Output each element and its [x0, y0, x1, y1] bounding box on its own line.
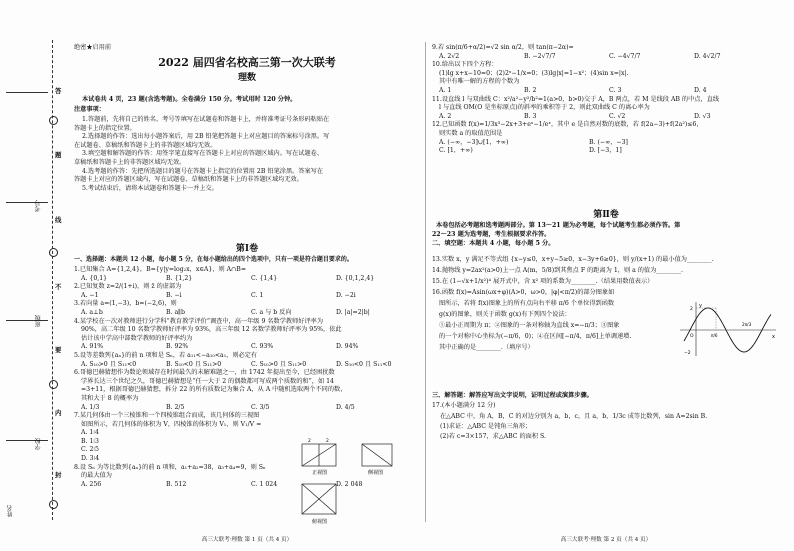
- q17-line: 在△ABC 中，角 A，B，C 的对边分别为 a，b，c，且 a，b，1/3c 成等比数列，sin A=2sin B.: [440, 413, 708, 420]
- fill-question-line: 14.抛物线 y=2ax²(a>0)上一点 A(m，5/8)到其焦点 F 的距离为 1，则 a 的值为________.: [432, 267, 684, 274]
- option-item: C. 1 024: [251, 480, 278, 488]
- note-line: 4.选考题的作答：先把所选题目的题号在答题卡上指定的位置用 2B 铅笔涂黑。答案写在: [82, 167, 324, 175]
- fill-question-line: 16.函数 f(x)=Asin(ωx+φ)(A>0，ω>0，|φ|<π/2)的部分图象如: [432, 289, 615, 296]
- option-item: B. a∥b: [166, 308, 185, 316]
- question-line: 其中有唯一解的方程的个数为: [439, 78, 520, 86]
- option-row: [74, 309, 424, 318]
- fill-question-line: 图所示，若将 f(x)图象上的所有点向右平移 π/6 个单位得到函数: [439, 300, 615, 307]
- notes-list: [74, 116, 329, 193]
- question-line: 如图所示，若几何体的体积为 V，四棱锥的体积为 V₁，则 V₁/V =: [81, 420, 262, 428]
- note-line: 在试题卷、草稿纸和答题卡上的非答题区域均无效。: [74, 141, 217, 149]
- question-line: 学界长达三个世纪之久，哥德巴赫猜想是“任一大于 2 的偶数都可写成两个质数的和”，如 14: [81, 377, 334, 385]
- exam-subject: 理数: [237, 73, 256, 83]
- question-stem: 12.已知函数 f(x)=1/3x³−2x+3+eˣ−1/eˣ，其中 e 是自然对数的底数，若 f(2a−3)+f(2a²)≤6，: [432, 121, 703, 129]
- note-line: 3.填空题和解答题的作答：用签字笔直接写在答题卡上对应的答题区域内。写在试题卷、: [82, 150, 324, 158]
- part2-heading: 第Ⅱ卷: [593, 210, 619, 220]
- option-row: [432, 53, 784, 62]
- question-line: 90%，高二年级 10 名数学教师好评率为 93%，高三年级 12 名数学教师好评率为 95%，依此: [81, 326, 342, 334]
- option-item: B. 3: [524, 112, 537, 120]
- fill-section: 二、填空题：本题共 4 小题，每小题 5 分。: [432, 240, 555, 247]
- front-view-label: 正视图: [312, 470, 328, 476]
- exam-no-label: 考号: [35, 200, 42, 212]
- footer-left: 高三大联考·理数 第 1 页（共 4 页）: [201, 537, 293, 543]
- option-row: [74, 361, 424, 370]
- option-item: B. S₁₀<0 且 S₁₁>0: [166, 360, 222, 368]
- option-row: [74, 275, 424, 284]
- option-item: C. [1，+∞): [439, 147, 473, 155]
- option-item: A. 1/3: [81, 403, 100, 411]
- option-item: D. S₁₀<0 且 S₁₁<0: [336, 360, 392, 368]
- option-item: D. 4/5: [336, 403, 355, 411]
- q17-body: [440, 412, 707, 442]
- question-stem: 1.已知集合 A={1,2,4}，B={y|y=log₂x，x∈A}，则 A∩B=: [74, 266, 247, 273]
- question-line: 其和大于 8 的概率为: [81, 394, 139, 402]
- option-item: C. √2: [609, 112, 626, 120]
- side-view-drawing: [362, 444, 392, 466]
- fill-question-line: g(x)的图象，则关于函数 g(x)有下列四个说法：: [439, 311, 571, 318]
- option-item: A. {0,1}: [81, 274, 108, 282]
- footer-right: 高三大联考·理数 第 2 页（共 4 页）: [560, 537, 652, 543]
- strip-mark-6: 内: [55, 409, 62, 417]
- q17-title: 17.(本小题满分 12 分): [432, 402, 496, 409]
- option-item: D. {0,1,2,4}: [336, 274, 375, 282]
- option-row: [432, 139, 784, 148]
- binding-strip: [0, 0, 62, 551]
- question-stem: 8.设 Sₙ 为等比数列{aₙ}的前 n 项和，a₁+a₂=38，a₃+a₄=9，则 Sₙ: [74, 463, 266, 471]
- side-view-label: 侧视图: [368, 470, 384, 476]
- question-line: =3+11，根据哥德巴赫猜想，拆分 22 的所有质数记为集合 A，从 A 中随机选取两个不同的数，: [81, 386, 347, 394]
- option-item: D. |a|=2|b|: [336, 308, 370, 316]
- option-row: [74, 404, 424, 413]
- option-item: D. 94%: [336, 343, 359, 351]
- fill-question-line: 13.实数 x，y 满足不等式组 {x−y≤0，x+y−5≥0，x−3y+6≥0}，则 y/(x+1) 的最小值为________.: [432, 256, 714, 263]
- question-line: l 与直线 OM(O 是坐标原点)的斜率的乘积等于 2，则此双曲线 C 的离心率为: [439, 104, 650, 112]
- strip-mark-1: 答: [55, 87, 62, 95]
- question-line: 估计该中学高中部数学教师的好评率约为: [81, 334, 193, 342]
- option-row: [74, 343, 424, 352]
- class-label: 班级: [35, 315, 42, 327]
- option-item: D. √3: [694, 112, 711, 120]
- part1-section: 一、选择题：本题共 12 小题，每小题 5 分，在每小题给出的四个选项中，只有一项是符合题目要求的。: [74, 256, 353, 263]
- option-item: A. 256: [81, 480, 102, 488]
- graph-bottom-label: −2: [684, 351, 691, 356]
- graph-x1-label: π/6: [711, 333, 718, 338]
- graph-x-label: x: [772, 334, 775, 340]
- option-item: D. 4√2/7: [694, 52, 721, 60]
- secret-label: 绝密★启用前: [74, 44, 112, 51]
- question-line: 的最大值为: [81, 472, 112, 480]
- notes-title: 注意事项：: [74, 106, 105, 113]
- strip-mark-4: 不: [55, 283, 62, 291]
- note-line: 答题卡上的指定位置。: [74, 124, 136, 132]
- option-item: B. −2√7/7: [524, 52, 556, 60]
- question-stem: 6.哥德巴赫猜想作为数论领域存在时间最久的未解难题之一，由 1742 年提出至今，已经困扰数: [74, 369, 335, 377]
- option-item: B. {1,2}: [166, 274, 193, 282]
- note-line: 草稿纸和答题卡上的非答题区域均无效。: [74, 158, 186, 166]
- option-item: D. 2 048: [336, 480, 363, 488]
- option-item: A. 1: [439, 86, 452, 94]
- part2-note: 本卷包括必考题和选考题两部分。第 13～21 题为必考题，每个试题考生都必须作答。第: [436, 222, 681, 229]
- graph-top-label: 2: [690, 307, 693, 312]
- option-item: A. 91%: [81, 343, 104, 351]
- question-stem: 7.某几何体由一个三棱锥和一个四棱锥组合而成，该几何体的三视图: [74, 412, 260, 420]
- note-line: 1.答题前，先将自己的姓名、考号等填写在试题卷和答题卡上，并将准考证号条形码粘贴在: [82, 116, 330, 123]
- note-line: 5.考试结束后，请将本试题卷和答题卡一并上交。: [82, 184, 218, 192]
- note-line: 2.选择题的作答：选出每小题答案后，用 2B 铅笔把答题卡上对应题目的答案标号涂黑。写: [82, 133, 330, 141]
- note-line: 答题卡上对应的答题区域内，写在试题卷、草稿纸和答题卡上的非答题区域均无效。: [74, 176, 303, 184]
- option-item: B. 1∶3: [81, 437, 99, 445]
- name-label: 姓名: [7, 505, 14, 517]
- q17-line: (2)若 c=3×157，求△ABC 的面积 S.: [440, 433, 546, 440]
- option-row: [432, 87, 784, 96]
- fill-question-line: 其中正确的是________.（填序号）: [439, 344, 534, 351]
- option-item: C. S₁₀>0 且 S₁₁>0: [251, 360, 307, 368]
- option-item: A. a⊥b: [81, 308, 103, 316]
- part3-section: 三、解答题：解答应写出文字说明，证明过程或演算步骤。: [432, 392, 593, 399]
- three-view-figure: [300, 436, 418, 528]
- option-item: B. −i: [166, 291, 182, 299]
- option-item: C. 3/5: [251, 403, 270, 411]
- option-item: B. 2/5: [166, 403, 185, 411]
- column-divider: [425, 42, 426, 522]
- question-stem: 5.设等差数列{aₙ}的前 n 项和是 Sₙ，若 a₁₁<−a₁₀<a₁，则必定有: [74, 351, 258, 359]
- option-item: B. (−∞，−3]: [589, 138, 628, 146]
- exam-intro: 本试卷共 4 页，23 题(含选考题)。全卷满分 150 分。考试用时 120 分钟。: [82, 96, 297, 103]
- option-item: A. S₁₀>0 且 S₁₁<0: [81, 360, 137, 368]
- question-line: (1)lg x+x−10=0；(2)2ˣ−1/x=0；(3)lg|x|=1−x²；(4)sin x=|x|.: [439, 69, 629, 77]
- strip-mark-5: 要: [55, 346, 62, 354]
- question-line: 则实数 a 的取值范围是: [439, 129, 503, 137]
- option-item: C. a 与 b 反向: [251, 308, 292, 316]
- option-item: C. 3: [609, 86, 622, 94]
- binding-hole-3: [49, 380, 58, 389]
- option-item: D. [−3，1]: [589, 147, 622, 155]
- option-item: B. 2: [524, 86, 537, 94]
- part2-note-2: 22～23 题为选考题，考生根据要求作答。: [432, 231, 551, 238]
- dim-label-front-2: 2: [326, 439, 329, 444]
- strip-mark-7: 封: [55, 471, 62, 479]
- option-item: A. 2√2: [439, 52, 460, 60]
- graph-x2-label: 2π/3: [742, 322, 752, 327]
- question-stem: 4.某学校在一次对教师进行分学科“教育教学评价”调查中，高一年级 9 名数学教师好评率为: [74, 317, 324, 325]
- option-item: A. −1: [81, 291, 99, 299]
- option-item: D. −2i: [336, 291, 356, 299]
- sine-graph: [676, 300, 780, 358]
- exam-title: 2022 届四省名校高三第一次大联考: [158, 56, 336, 69]
- option-item: C. {1,4}: [251, 274, 278, 282]
- question-stem: 10.给出以下四个方程：: [432, 61, 498, 69]
- option-item: A. (−∞，−3]∪[1，+∞): [439, 138, 509, 146]
- question-stem: 3.若向量 a=(1,−3)，b=(−2,6)，则: [74, 300, 177, 308]
- option-row: [432, 147, 784, 156]
- binding-hole-2: [49, 248, 58, 257]
- front-view-drawing: [302, 444, 336, 466]
- option-item: B. 512: [166, 480, 187, 488]
- option-item: C. 2∶5: [81, 446, 99, 454]
- strip-mark-3: 线: [55, 216, 62, 224]
- option-item: D. 4: [694, 86, 707, 94]
- binding-hole-4: [49, 500, 58, 509]
- top-view-drawing: [302, 484, 336, 514]
- question-stem: 9.若 sin(π/6+α/2)=√2 sin α/2，则 tan(π−2α)=: [432, 44, 574, 51]
- top-view-label: 俯视图: [312, 519, 328, 525]
- graph-y-label: y: [699, 303, 702, 309]
- option-item: A. 1∶4: [81, 429, 99, 437]
- fill-question-line: 15.在 (1−√x+1/x²)⁴ 展开式中，含 x² 项的系数为________.（结果用数值表示）: [432, 278, 654, 285]
- option-item: C. 1: [251, 291, 264, 299]
- option-item: B. 92%: [166, 343, 189, 351]
- option-item: C. 93%: [251, 343, 274, 351]
- option-item: C. −4√7/7: [609, 52, 641, 60]
- right-questions-a: [432, 44, 784, 156]
- graph-origin-label: O: [690, 334, 694, 339]
- question-stem: 11.设直线 l 与双曲线 C：x²/a²−y²/b²=1(a>0，b>0)交于 A，B 两点，若 M 是线段 AB 的中点，直线: [432, 95, 720, 103]
- q17-line: (1)求证：△ABC 是钝角三角形；: [440, 423, 532, 430]
- option-item: A. 2: [439, 112, 452, 120]
- part1-heading: 第Ⅰ卷: [235, 244, 259, 254]
- option-item: D. 3∶4: [81, 455, 100, 463]
- school-label: 学校: [35, 438, 42, 450]
- fill-question-line: 的一个对称中心坐标为(−π/6，0)；④在区间[−π/4，π/6]上单调递增.: [439, 333, 632, 340]
- fill-question-line: ①最小正周期为 π；②图象的一条对称轴为直线 x=−π/3；③图象: [439, 322, 620, 329]
- strip-mark-2: 题: [55, 151, 62, 159]
- binding-hole-1: [49, 116, 58, 125]
- question-stem: 2.已知复数 z=2/(1+i)，则 z̄ 的虚部为: [74, 283, 182, 291]
- dim-label-front-1: 2: [308, 439, 311, 444]
